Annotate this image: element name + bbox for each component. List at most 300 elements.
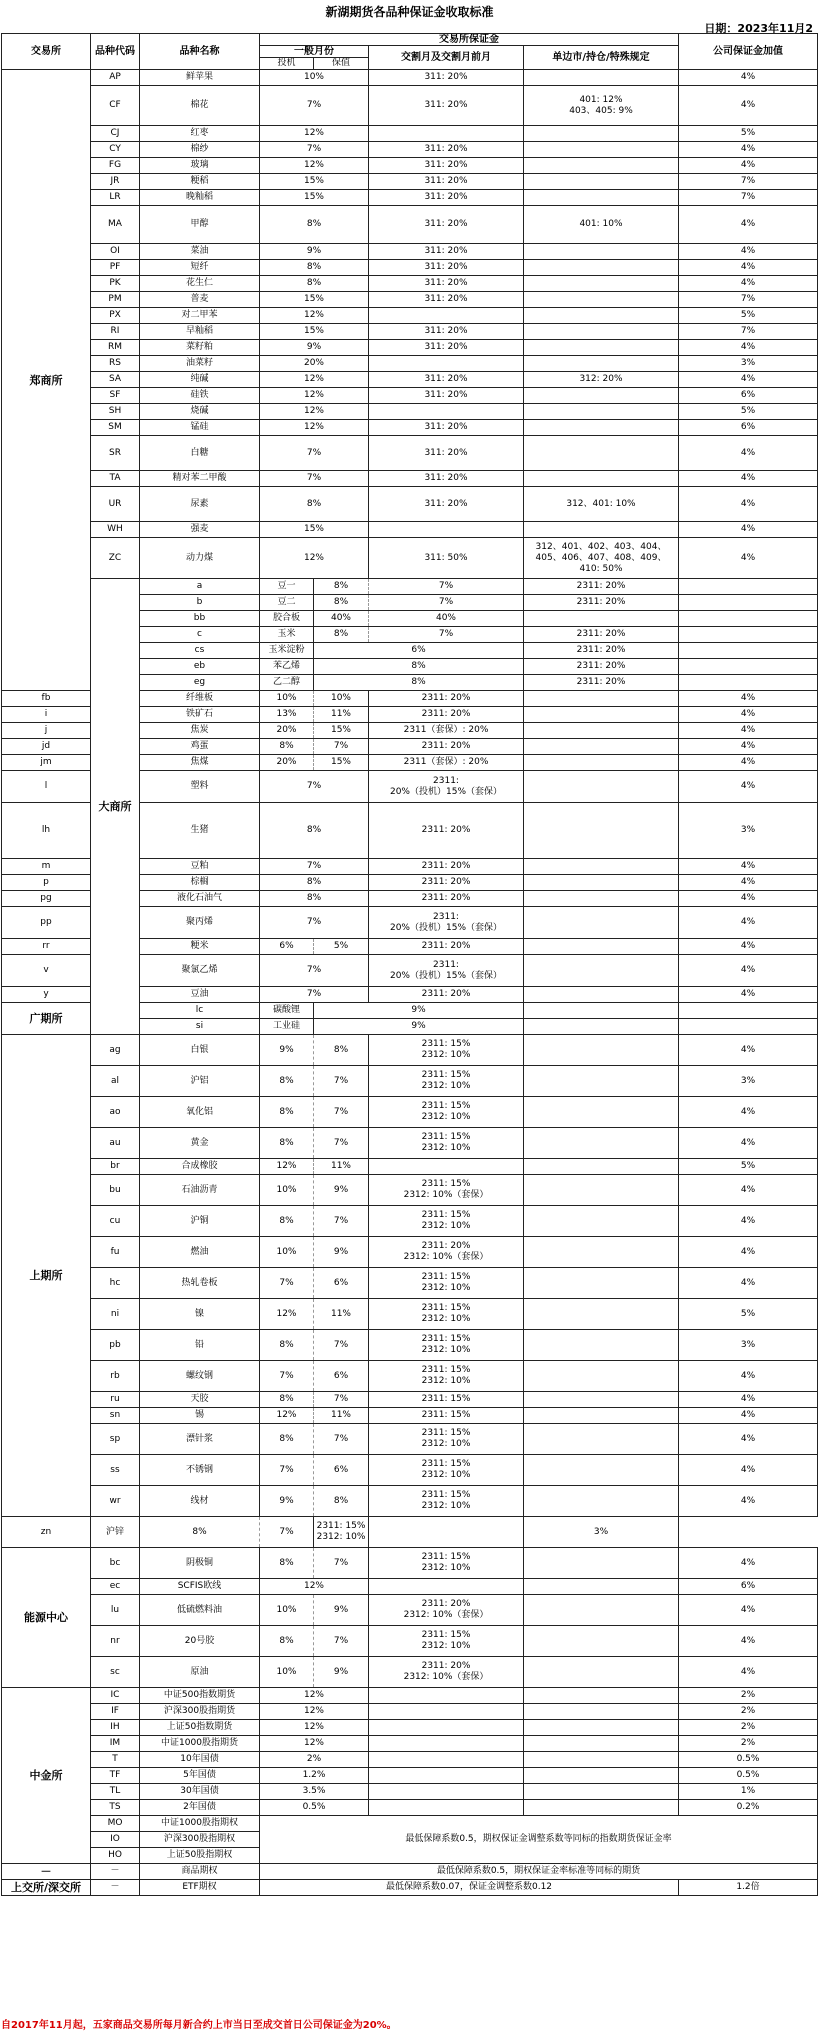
general-margin-cell: 8%: [260, 875, 369, 891]
name-cell: 螺纹钢: [140, 1361, 260, 1392]
name-cell: 聚丙烯: [140, 907, 260, 939]
delivery-margin-cell: [369, 1159, 524, 1175]
delivery-margin-cell: [524, 611, 679, 627]
code-cell: y: [2, 987, 91, 1003]
table-row: [2, 276, 818, 292]
code-cell: SF: [91, 388, 140, 404]
general-margin-cell: 7%: [260, 955, 369, 987]
code-cell: pb: [91, 1330, 140, 1361]
delivery-margin-cell: 311: 20%: [369, 487, 524, 522]
hedge-margin-cell: 7%: [314, 1424, 369, 1455]
name-cell: 菜籽粕: [140, 340, 260, 356]
code-cell: ec: [91, 1579, 140, 1595]
delivery-margin-cell: 2311: 20%: [369, 739, 524, 755]
general-margin-cell: 6%: [314, 643, 524, 659]
table-row: [2, 1268, 818, 1299]
spec-margin-cell: 8%: [260, 1128, 314, 1159]
delivery-margin-cell: 311: 20%: [369, 70, 524, 86]
spec-margin-cell: 8%: [260, 1548, 314, 1579]
code-cell: IO: [91, 1832, 140, 1848]
company-add-cell: 4%: [679, 1175, 818, 1206]
name-cell: SCFIS欧线: [140, 1579, 260, 1595]
special-rule-cell: [524, 404, 679, 420]
spec-margin-cell: 9%: [260, 1486, 314, 1517]
name-cell: 商品期权: [140, 1864, 260, 1880]
hedge-margin-cell: 15%: [314, 723, 369, 739]
header-delivery: 交割月及交割月前月: [369, 46, 524, 70]
table-row: [2, 86, 818, 126]
delivery-margin-cell: 2311: 20% 2312: 10%（套保）: [369, 1657, 524, 1688]
company-add-cell: 4%: [679, 538, 818, 579]
special-rule-cell: [524, 244, 679, 260]
code-cell: rr: [2, 939, 91, 955]
company-add-cell: 4%: [679, 1424, 818, 1455]
table-row: [2, 1784, 818, 1800]
spec-margin-cell: 13%: [260, 707, 314, 723]
special-rule-cell: [524, 420, 679, 436]
name-cell: 玉米淀粉: [260, 643, 314, 659]
exchange-cell: 中金所: [2, 1688, 91, 1864]
table-row: [2, 70, 818, 86]
special-rule-cell: [524, 1455, 679, 1486]
general-margin-cell: 15%: [260, 324, 369, 340]
hedge-margin-cell: 7%: [314, 1626, 369, 1657]
table-row: [2, 1097, 818, 1128]
name-cell: 镍: [140, 1299, 260, 1330]
code-cell: CJ: [91, 126, 140, 142]
table-row: [2, 308, 818, 324]
general-margin-cell: 8%: [260, 803, 369, 859]
general-margin-cell: 12%: [260, 1688, 369, 1704]
table-row: [2, 471, 818, 487]
name-cell: 液化石油气: [140, 891, 260, 907]
general-margin-cell: 15%: [260, 190, 369, 206]
hedge-margin-cell: 7%: [369, 579, 524, 595]
special-rule-cell: [524, 1035, 679, 1066]
table-row: [2, 1486, 818, 1517]
code-cell: SR: [91, 436, 140, 471]
spec-margin-cell: 8%: [260, 739, 314, 755]
special-rule-cell: [679, 611, 818, 627]
code-cell: i: [2, 707, 91, 723]
delivery-margin-cell: 2311: 20%: [369, 891, 524, 907]
company-add-cell: 1%: [679, 1784, 818, 1800]
delivery-margin-cell: 2311: 20%: [524, 627, 679, 643]
code-cell: lh: [2, 803, 91, 859]
delivery-margin-cell: 2311（套保）: 20%: [369, 723, 524, 739]
company-add-cell: 2%: [679, 1688, 818, 1704]
table-row: [2, 1361, 818, 1392]
option-rule-cell: 最低保障系数0.5，期权保证金率标准等同标的期货: [260, 1864, 818, 1880]
company-add-cell: 4%: [679, 1595, 818, 1626]
company-add-cell: 4%: [679, 691, 818, 707]
special-rule-cell: [524, 1548, 679, 1579]
delivery-margin-cell: 2311: 20%（投机）15%（套保）: [369, 907, 524, 939]
table-row: [2, 126, 818, 142]
delivery-margin-cell: 2311: 20%: [524, 675, 679, 691]
code-cell: FG: [91, 158, 140, 174]
company-add-cell: 1.2倍: [679, 1880, 818, 1896]
general-margin-cell: 15%: [260, 292, 369, 308]
code-cell: ru: [91, 1392, 140, 1408]
company-add-cell: 2%: [679, 1720, 818, 1736]
code-cell: RM: [91, 340, 140, 356]
table-row: [2, 1657, 818, 1688]
code-cell: zn: [2, 1517, 91, 1548]
special-rule-cell: [524, 1784, 679, 1800]
general-margin-cell: 8%: [260, 891, 369, 907]
code-cell: SA: [91, 372, 140, 388]
company-add-cell: 6%: [679, 420, 818, 436]
name-cell: 碳酸锂: [260, 1003, 314, 1019]
special-rule-cell: [524, 907, 679, 939]
name-cell: 棉花: [140, 86, 260, 126]
name-cell: 中证500指数期货: [140, 1688, 260, 1704]
name-cell: 动力煤: [140, 538, 260, 579]
hedge-margin-cell: 7%: [314, 1330, 369, 1361]
table-row: [2, 1720, 818, 1736]
company-add-cell: 4%: [679, 276, 818, 292]
spec-margin-cell: 7%: [260, 1455, 314, 1486]
delivery-margin-cell: 2311: 20% 2312: 10%（套保）: [369, 1595, 524, 1626]
general-margin-cell: 7%: [260, 771, 369, 803]
special-rule-cell: [524, 1128, 679, 1159]
code-cell: bb: [140, 611, 260, 627]
name-cell: 生猪: [140, 803, 260, 859]
name-cell: 鲜苹果: [140, 70, 260, 86]
special-rule-cell: [524, 158, 679, 174]
delivery-margin-cell: 2311: 20%: [369, 859, 524, 875]
code-cell: sn: [91, 1408, 140, 1424]
company-add-cell: 4%: [679, 771, 818, 803]
table-row: [2, 420, 818, 436]
code-cell: SM: [91, 420, 140, 436]
special-rule-cell: [524, 1768, 679, 1784]
spec-margin-cell: 8%: [140, 1517, 260, 1548]
company-add-cell: 0.5%: [679, 1752, 818, 1768]
name-cell: 对二甲苯: [140, 308, 260, 324]
spec-margin-cell: 8%: [260, 1330, 314, 1361]
name-cell: 豆粕: [140, 859, 260, 875]
name-cell: 线材: [140, 1486, 260, 1517]
hedge-margin-cell: 7%: [314, 1066, 369, 1097]
name-cell: 早籼稻: [140, 324, 260, 340]
exchange-cell: 广期所: [2, 1003, 91, 1035]
code-cell: hc: [91, 1268, 140, 1299]
hedge-margin-cell: 6%: [314, 1268, 369, 1299]
special-rule-cell: [524, 436, 679, 471]
company-add-cell: 4%: [679, 244, 818, 260]
delivery-margin-cell: 2311: 20%: [369, 803, 524, 859]
spec-margin-cell: 12%: [260, 1408, 314, 1424]
company-add-cell: 7%: [679, 190, 818, 206]
code-cell: au: [91, 1128, 140, 1159]
hedge-margin-cell: 6%: [314, 1455, 369, 1486]
spec-margin-cell: 40%: [314, 611, 369, 627]
code-cell: RI: [91, 324, 140, 340]
company-add-cell: 4%: [679, 1128, 818, 1159]
company-add-cell: 2%: [679, 1736, 818, 1752]
name-cell: 石油沥青: [140, 1175, 260, 1206]
table-body: [2, 70, 818, 1896]
table-row: [2, 356, 818, 372]
header-spec: 投机: [260, 58, 314, 70]
hedge-margin-cell: 9%: [314, 1595, 369, 1626]
name-cell: 氧化铝: [140, 1097, 260, 1128]
special-rule-cell: [524, 1626, 679, 1657]
name-cell: 漂针浆: [140, 1424, 260, 1455]
special-rule-cell: [524, 1299, 679, 1330]
company-add-cell: 6%: [679, 388, 818, 404]
delivery-margin-cell: [524, 1019, 679, 1035]
delivery-margin-cell: 311: 50%: [369, 538, 524, 579]
delivery-margin-cell: [369, 1579, 524, 1595]
hedge-margin-cell: 15%: [314, 755, 369, 771]
delivery-margin-cell: 311: 20%: [369, 292, 524, 308]
special-rule-cell: [524, 276, 679, 292]
special-rule-cell: [524, 891, 679, 907]
table-row: [2, 292, 818, 308]
general-margin-cell: 7%: [260, 471, 369, 487]
name-cell: 红枣: [140, 126, 260, 142]
delivery-margin-cell: 2311: 15% 2312: 10%: [369, 1035, 524, 1066]
company-add-cell: 5%: [679, 404, 818, 420]
delivery-margin-cell: 311: 20%: [369, 158, 524, 174]
name-cell: 中证1000股指期货: [140, 1736, 260, 1752]
special-rule-cell: [524, 522, 679, 538]
code-cell: lc: [140, 1003, 260, 1019]
delivery-margin-cell: [524, 1003, 679, 1019]
company-add-cell: 2%: [679, 1704, 818, 1720]
company-add-cell: 4%: [679, 1455, 818, 1486]
table-row: [2, 1206, 818, 1237]
code-cell: nr: [91, 1626, 140, 1657]
code-cell: pp: [2, 907, 91, 939]
general-margin-cell: 7%: [260, 987, 369, 1003]
name-cell: 聚氯乙烯: [140, 955, 260, 987]
general-margin-cell: 9%: [260, 340, 369, 356]
delivery-margin-cell: 2311: 20%: [369, 875, 524, 891]
code-cell: TF: [91, 1768, 140, 1784]
name-cell: 锰硅: [140, 420, 260, 436]
table-row: [2, 522, 818, 538]
company-add-cell: 4%: [679, 1657, 818, 1688]
name-cell: 乙二醇: [260, 675, 314, 691]
special-rule-cell: [679, 675, 818, 691]
name-cell: 精对苯二甲酸: [140, 471, 260, 487]
code-cell: wr: [91, 1486, 140, 1517]
name-cell: 沪锌: [91, 1517, 140, 1548]
table-row: [2, 340, 818, 356]
report-date: 日期：2023年11月2: [704, 22, 813, 35]
company-add-cell: 4%: [679, 86, 818, 126]
special-rule-cell: [524, 1595, 679, 1626]
code-cell: sp: [91, 1424, 140, 1455]
company-add-cell: 4%: [679, 340, 818, 356]
special-rule-cell: [679, 627, 818, 643]
special-rule-cell: [524, 875, 679, 891]
company-add-cell: 7%: [679, 174, 818, 190]
name-cell: 苯乙烯: [260, 659, 314, 675]
code-cell: MA: [91, 206, 140, 244]
table-header: [2, 34, 818, 70]
special-rule-cell: [524, 1330, 679, 1361]
special-rule-cell: [524, 987, 679, 1003]
hedge-margin-cell: 8%: [314, 1035, 369, 1066]
general-margin-cell: 12%: [260, 538, 369, 579]
delivery-margin-cell: [369, 126, 524, 142]
company-add-cell: 4%: [679, 939, 818, 955]
name-cell: 中证1000股指期权: [140, 1816, 260, 1832]
company-add-cell: 5%: [679, 1299, 818, 1330]
delivery-margin-cell: 311: 20%: [369, 244, 524, 260]
delivery-margin-cell: [369, 1736, 524, 1752]
special-rule-cell: [679, 1019, 818, 1035]
code-cell: IC: [91, 1688, 140, 1704]
hedge-margin-cell: 11%: [314, 707, 369, 723]
delivery-margin-cell: 2311: 15% 2312: 10%: [369, 1128, 524, 1159]
exchange-cell: 大商所: [91, 579, 140, 1035]
general-margin-cell: 7%: [260, 86, 369, 126]
special-rule-cell: [524, 1657, 679, 1688]
code-cell: AP: [91, 70, 140, 86]
page-title: 新湖期货各品种保证金收取标准: [325, 5, 494, 19]
table-row: [2, 206, 818, 244]
name-cell: 菜油: [140, 244, 260, 260]
special-rule-cell: 401: 12% 403、405: 9%: [524, 86, 679, 126]
delivery-margin-cell: 2311: 15% 2312: 10%（套保）: [369, 1175, 524, 1206]
code-cell: p: [2, 875, 91, 891]
name-cell: 纤维板: [140, 691, 260, 707]
company-add-cell: 5%: [679, 308, 818, 324]
delivery-margin-cell: 311: 20%: [369, 142, 524, 158]
special-rule-cell: [524, 1579, 679, 1595]
name-cell: 10年国债: [140, 1752, 260, 1768]
table-row: [2, 388, 818, 404]
name-cell: 强麦: [140, 522, 260, 538]
name-cell: 烧碱: [140, 404, 260, 420]
name-cell: 硅铁: [140, 388, 260, 404]
company-add-cell: 4%: [679, 1268, 818, 1299]
general-margin-cell: 7%: [260, 142, 369, 158]
delivery-margin-cell: 311: 20%: [369, 324, 524, 340]
exchange-cell: 上期所: [2, 1035, 91, 1517]
spec-margin-cell: 12%: [260, 1299, 314, 1330]
delivery-margin-cell: 311: 20%: [369, 276, 524, 292]
name-cell: 沪铜: [140, 1206, 260, 1237]
company-add-cell: 4%: [679, 1408, 818, 1424]
hedge-margin-cell: 11%: [314, 1408, 369, 1424]
special-rule-cell: [524, 1486, 679, 1517]
hedge-margin-cell: 5%: [314, 939, 369, 955]
delivery-margin-cell: 2311: 20%（投机）15%（套保）: [369, 955, 524, 987]
code-cell: ag: [91, 1035, 140, 1066]
delivery-margin-cell: 2311: 15% 2312: 10%: [369, 1424, 524, 1455]
special-rule-cell: [524, 1361, 679, 1392]
delivery-margin-cell: 2311: 15% 2312: 10%: [369, 1066, 524, 1097]
table-row: [2, 579, 818, 595]
name-cell: 纯碱: [140, 372, 260, 388]
table-row: [2, 1128, 818, 1159]
special-rule-cell: [524, 1206, 679, 1237]
table-row: [2, 1704, 818, 1720]
delivery-margin-cell: [369, 1688, 524, 1704]
code-cell: LR: [91, 190, 140, 206]
general-margin-cell: 9%: [260, 244, 369, 260]
name-cell: 普麦: [140, 292, 260, 308]
name-cell: 热轧卷板: [140, 1268, 260, 1299]
code-cell: TS: [91, 1800, 140, 1816]
general-margin-cell: 15%: [260, 174, 369, 190]
general-margin-cell: 12%: [260, 404, 369, 420]
special-rule-cell: [524, 1066, 679, 1097]
delivery-margin-cell: [369, 1720, 524, 1736]
special-rule-cell: [524, 356, 679, 372]
header-general-month: 一般月份: [260, 46, 369, 58]
name-cell: 豆二: [260, 595, 314, 611]
company-add-cell: 3%: [679, 1066, 818, 1097]
delivery-margin-cell: 2311: 15% 2312: 10%: [369, 1330, 524, 1361]
special-rule-cell: [524, 1159, 679, 1175]
company-add-cell: 4%: [679, 907, 818, 939]
name-cell: 豆一: [260, 579, 314, 595]
code-cell: si: [140, 1019, 260, 1035]
company-add-cell: 4%: [679, 471, 818, 487]
code-cell: TL: [91, 1784, 140, 1800]
name-cell: 尿素: [140, 487, 260, 522]
company-add-cell: 4%: [679, 1548, 818, 1579]
table-row: [2, 1816, 818, 1832]
table-row: [2, 1880, 818, 1896]
company-add-cell: 5%: [679, 1159, 818, 1175]
spec-margin-cell: 10%: [260, 1595, 314, 1626]
hedge-margin-cell: 8%: [314, 1486, 369, 1517]
special-rule-cell: [524, 126, 679, 142]
table-row: [2, 1548, 818, 1579]
special-rule-cell: [524, 1800, 679, 1816]
table-row: [2, 1237, 818, 1268]
special-rule-cell: [524, 1175, 679, 1206]
option-rule-cell: 最低保障系数0.07，保证金调整系数0.12: [260, 1880, 679, 1896]
delivery-margin-cell: 2311: 15% 2312: 10%: [369, 1268, 524, 1299]
code-cell: bc: [91, 1548, 140, 1579]
delivery-margin-cell: 2311: 20%: [524, 643, 679, 659]
spec-margin-cell: 8%: [260, 1206, 314, 1237]
company-add-cell: 4%: [679, 739, 818, 755]
name-cell: ETF期权: [140, 1880, 260, 1896]
spec-margin-cell: 8%: [260, 1626, 314, 1657]
company-add-cell: 4%: [679, 1626, 818, 1657]
spec-margin-cell: 10%: [260, 1237, 314, 1268]
table-row: [2, 1595, 818, 1626]
special-rule-cell: [524, 324, 679, 340]
spec-margin-cell: 10%: [260, 1657, 314, 1688]
option-rule-cell: 最低保障系数0.5，期权保证金调整系数等同标的指数期货保证金率: [260, 1816, 818, 1864]
spec-margin-cell: 12%: [260, 1159, 314, 1175]
company-add-cell: 4%: [679, 372, 818, 388]
hedge-margin-cell: 10%: [314, 691, 369, 707]
hedge-margin-cell: 7%: [314, 739, 369, 755]
name-cell: 30年国债: [140, 1784, 260, 1800]
name-cell: 胶合板: [260, 611, 314, 627]
name-cell: 棉纱: [140, 142, 260, 158]
general-margin-cell: 12%: [260, 1704, 369, 1720]
footer-note: 自2017年11月起，五家商品交易所每月新合约上市当日至成交首日公司保证金为20%。: [1, 2018, 817, 2033]
delivery-margin-cell: [369, 1752, 524, 1768]
table-row: [2, 1688, 818, 1704]
delivery-margin-cell: 311: 20%: [369, 86, 524, 126]
general-margin-cell: 8%: [314, 659, 524, 675]
